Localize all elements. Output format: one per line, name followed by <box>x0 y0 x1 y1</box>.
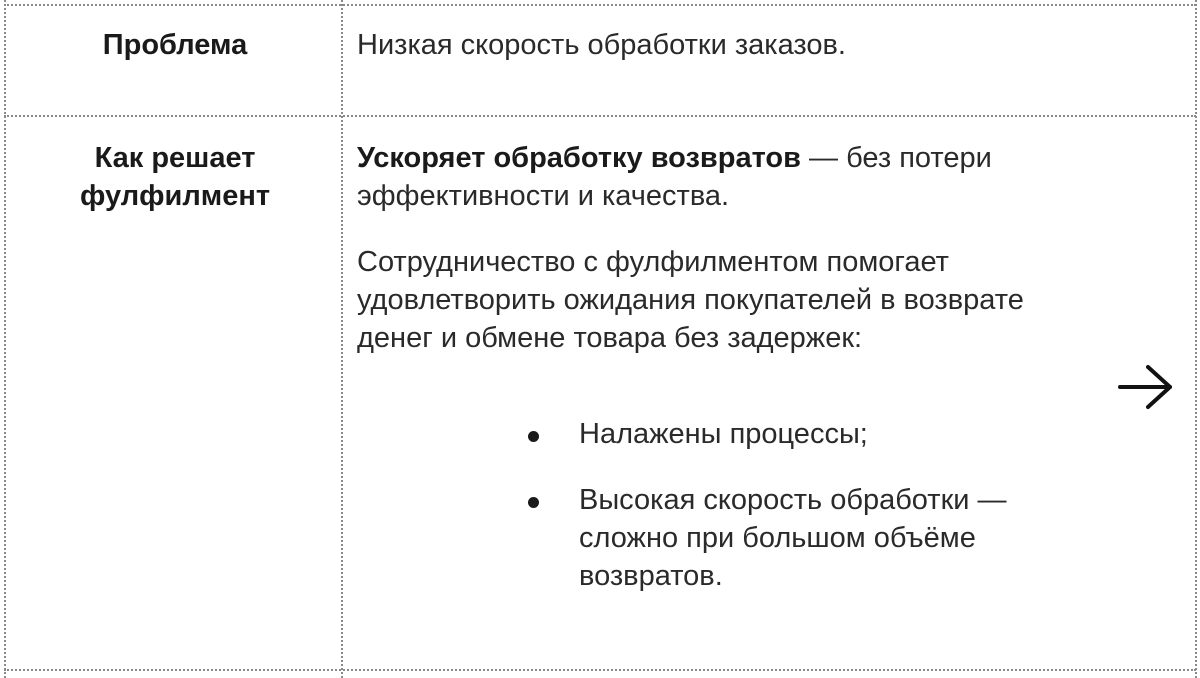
list-item <box>525 481 1085 595</box>
row-label-solution-line1: Как решает <box>94 142 256 174</box>
description-paragraph: Сотрудничество с фулфилментом помогает удовлетворить ожидания покупателей в возврате денег и обмене товара без задержек: <box>357 246 1024 354</box>
bullet-dot-icon <box>528 497 539 508</box>
row-label-solution-line2: фулфилмент <box>79 180 271 212</box>
lead-bold-text: Ускоряет обработку возвратов <box>357 142 801 174</box>
table-row-divider <box>4 115 1196 117</box>
lead-rest-text: — без потери эффективности и качества. <box>357 142 992 212</box>
list-item-text: Налажены процессы; <box>579 418 868 450</box>
row-label-solution <box>10 139 340 215</box>
row-content-solution <box>357 139 1107 357</box>
lead-sentence <box>357 139 1107 215</box>
arrow-right-icon[interactable] <box>1116 362 1176 412</box>
table-column-divider <box>341 0 343 678</box>
list-item-text: Высокая скорость обработки — сложно при большом объёме возвратов. <box>579 484 1007 592</box>
table-border-left <box>4 0 6 678</box>
table-border-right <box>1195 0 1197 678</box>
list-item <box>525 415 1085 453</box>
bullet-dot-icon <box>528 431 539 442</box>
bullet-list <box>525 415 1085 595</box>
table-border-bottom <box>4 669 1196 671</box>
row-text-problem: Низкая скорость обработки заказов. <box>357 29 846 61</box>
row-label-problem: Проблема <box>102 29 248 61</box>
table-border-top <box>4 4 1196 6</box>
